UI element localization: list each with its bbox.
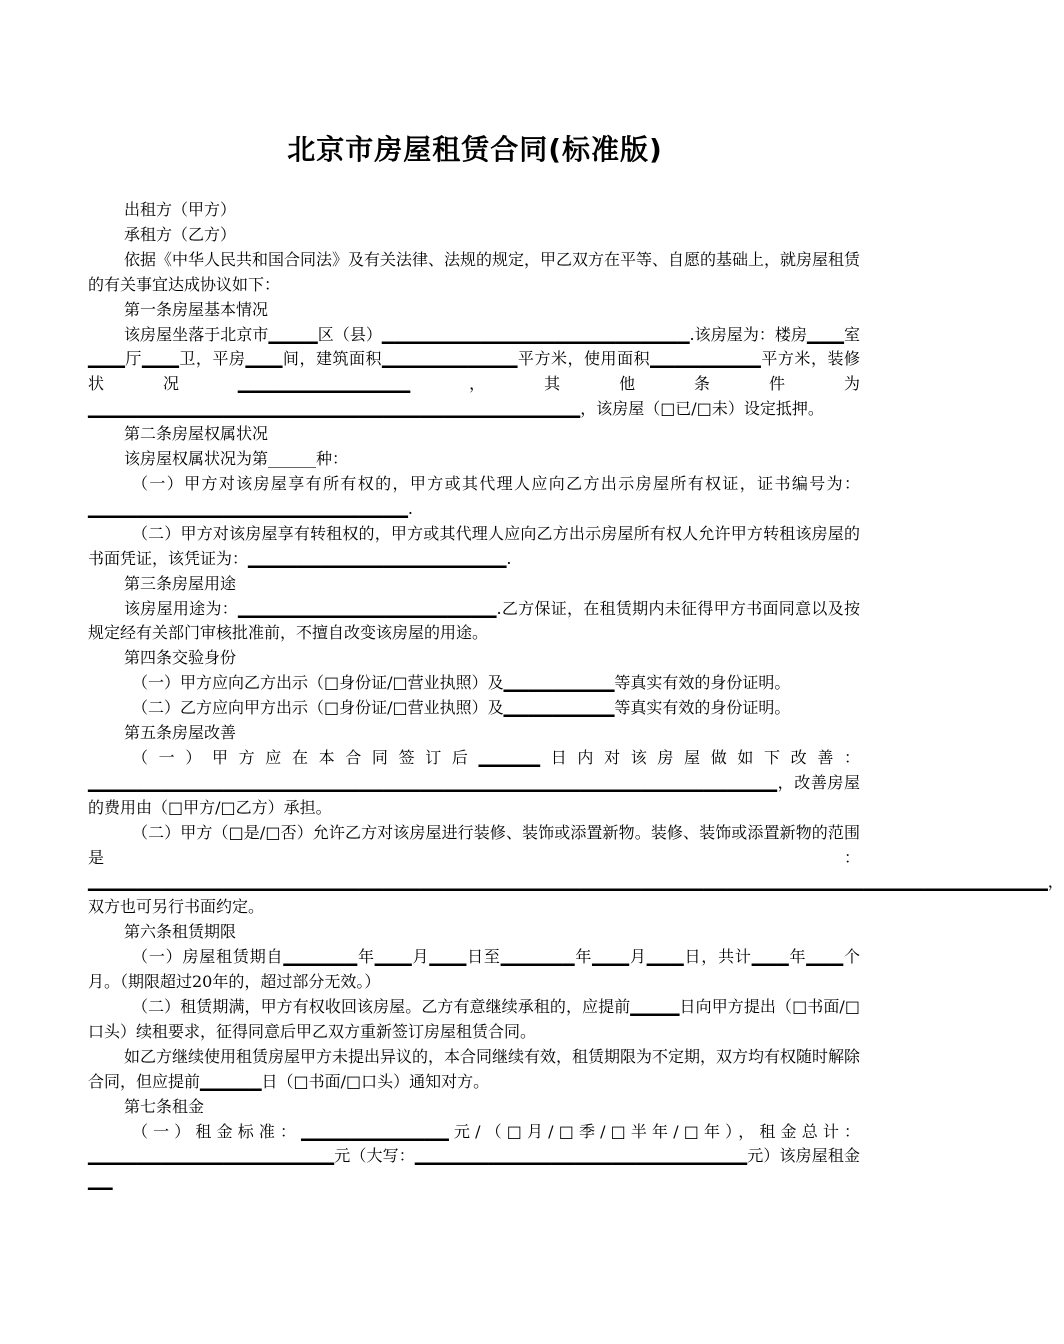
article-1-heading: 第一条房屋基本情况 xyxy=(124,299,269,319)
article-1-text: 该房屋坐落于北京市▁▁▁▁区（县）▁▁▁▁▁▁▁▁▁▁▁▁▁▁▁▁▁▁▁▁▁▁▁▁▁.该房屋为：楼房▁▁▁室▁▁▁厅▁▁▁卫，平房▁▁▁间，建筑面积▁▁▁▁▁▁▁▁▁▁▁平方米，使用面积▁▁▁▁▁▁▁▁▁平方米，装修状况▁▁▁▁▁▁▁▁▁▁▁▁▁▁，其他条件为▁▁▁▁▁▁▁▁▁▁▁▁▁▁▁▁▁▁▁▁▁▁▁▁▁▁▁▁▁▁▁▁▁▁▁▁▁▁▁▁，该房屋（□已/□未）设定抵押。 xyxy=(88,324,860,419)
contract-body xyxy=(88,198,1064,1194)
article-2-heading: 第二条房屋权属状况 xyxy=(124,424,269,444)
article-3-heading: 第三条房屋用途 xyxy=(124,573,237,593)
article-4-clause-1: （一）甲方应向乙方出示（□身份证/□营业执照）及▁▁▁▁▁▁▁▁▁等真实有效的身份证明。 xyxy=(132,673,791,693)
article-4-clause-2: （二）乙方应向甲方出示（□身份证/□营业执照）及▁▁▁▁▁▁▁▁▁等真实有效的身份证明。 xyxy=(132,698,791,718)
article-2-clause-2: （二）甲方对该房屋享有转租权的，甲方或其代理人应向乙方出示房屋所有权人允许甲方转租该房屋的书面凭证，该凭证为：▁▁▁▁▁▁▁▁▁▁▁▁▁▁▁▁▁▁▁▁▁. xyxy=(88,523,860,568)
article-5-clause-1: （一）甲方应在本合同签订后▁▁▁▁▁日内对该房屋做如下改善：▁▁▁▁▁▁▁▁▁▁▁▁▁▁▁▁▁▁▁▁▁▁▁▁▁▁▁▁▁▁▁▁▁▁▁▁▁▁▁▁▁▁▁▁▁▁▁▁▁▁▁▁▁▁▁▁，改善房屋的费用由（□甲方/□乙方）承担。 xyxy=(88,747,860,817)
article-6-heading: 第六条租赁期限 xyxy=(124,922,237,942)
document-title: 北京市房屋租赁合同(标准版) xyxy=(287,133,663,166)
article-7-clause-1: （一）租金标准：▁▁▁▁▁▁▁▁▁▁▁▁元/（□月/□季/□半年/□年），租金总计：▁▁▁▁▁▁▁▁▁▁▁▁▁▁▁▁▁▁▁▁元（大写：▁▁▁▁▁▁▁▁▁▁▁▁▁▁▁▁▁▁▁▁▁▁▁▁▁▁▁元）该房屋租金▁▁ xyxy=(88,1121,860,1191)
party-lessor: 出租方（甲方） xyxy=(124,200,237,219)
article-2-clause-1: （一）甲方对该房屋享有所有权的，甲方或其代理人应向乙方出示房屋所有权证，证书编号为：▁▁▁▁▁▁▁▁▁▁▁▁▁▁▁▁▁▁▁▁▁▁▁▁▁▁. xyxy=(88,473,860,518)
article-6-clause-1: （一）房屋租赁期自▁▁▁▁▁▁年▁▁▁月▁▁▁日至▁▁▁▁▁▁年▁▁▁月▁▁▁日，共计▁▁▁年▁▁▁个月。（期限超过20年的，超过部分无效。） xyxy=(88,947,860,992)
article-2-intro: 该房屋权属状况为第______种： xyxy=(124,449,349,469)
party-lessee: 承租方（乙方） xyxy=(124,224,237,244)
article-3-text: 该房屋用途为：▁▁▁▁▁▁▁▁▁▁▁▁▁▁▁▁▁▁▁▁▁.乙方保证，在租赁期内未征得甲方书面同意以及按规定经有关部门审核批准前，不擅自改变该房屋的用途。 xyxy=(88,598,860,643)
article-6-paragraph-3: 如乙方继续使用租赁房屋甲方未提出异议的，本合同继续有效，租赁期限为不定期，双方均有权随时解除合同，但应提前▁▁▁▁▁日（□书面/□口头）通知对方。 xyxy=(88,1046,861,1091)
preamble: 依据《中华人民共和国合同法》及有关法律、法规的规定，甲乙双方在平等、自愿的基础上，就房屋租赁的有关事宜达成协议如下： xyxy=(88,249,861,294)
article-5-heading: 第五条房屋改善 xyxy=(124,723,237,743)
article-4-heading: 第四条交验身份 xyxy=(124,648,237,668)
article-7-heading: 第七条租金 xyxy=(124,1096,205,1116)
article-5-clause-2: （二）甲方（□是/□否）允许乙方对该房屋进行装修、装饰或添置新物。装修、装饰或添置新物的范围是：▁▁▁▁▁▁▁▁▁▁▁▁▁▁▁▁▁▁▁▁▁▁▁▁▁▁▁▁▁▁▁▁▁▁▁▁▁▁▁▁▁▁▁▁▁▁▁▁▁▁▁▁▁▁▁▁▁▁▁▁▁▁▁▁▁▁▁▁▁▁▁▁▁▁▁▁▁▁，双方也可另行书面约定。 xyxy=(88,822,1064,917)
article-6-clause-2: （二）租赁期满，甲方有权收回该房屋。乙方有意继续承租的，应提前▁▁▁▁日向甲方提出（□书面/□口头）续租要求，征得同意后甲乙双方重新签订房屋租赁合同。 xyxy=(88,997,860,1041)
